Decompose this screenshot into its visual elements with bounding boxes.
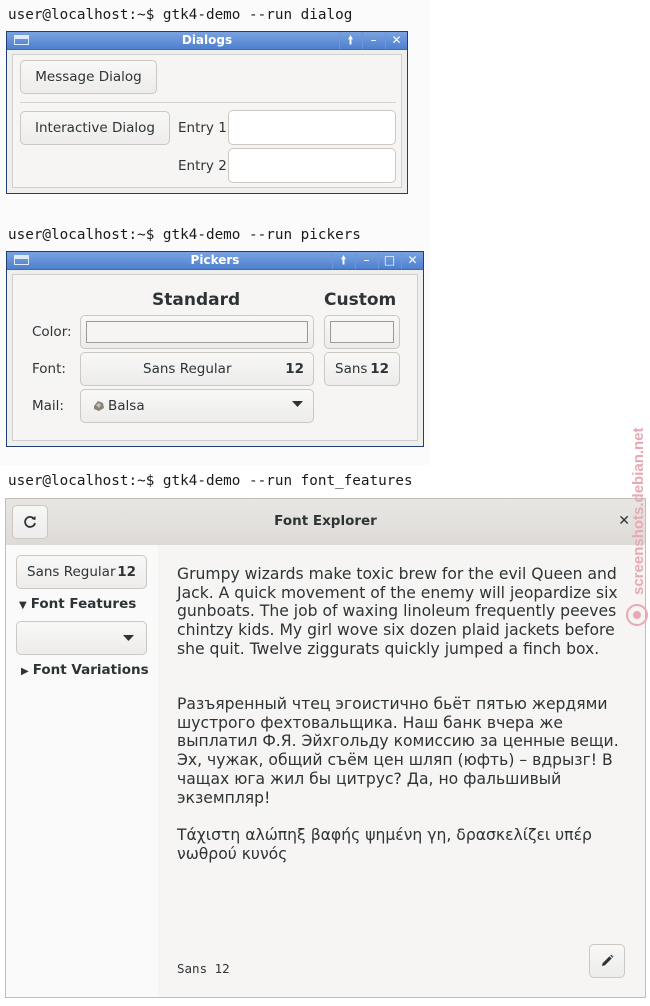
font-explorer-window: [5, 498, 646, 998]
font-label: Font:: [32, 361, 66, 377]
entry2-label: Entry 2: [178, 158, 227, 174]
color-label: Color:: [32, 324, 72, 340]
shade-button-icon[interactable]: 🠙: [332, 252, 354, 269]
mail-label: Mail:: [32, 398, 64, 414]
chevron-down-icon: [123, 635, 134, 642]
chevron-down-icon: [292, 401, 303, 408]
font-size: 12: [285, 361, 304, 377]
font-size: 12: [117, 564, 136, 580]
terminal-command-dialog: user@localhost:~$ gtk4-demo --run dialog: [8, 7, 353, 23]
balsa-app-icon: [92, 400, 105, 412]
entry1-field[interactable]: [228, 110, 396, 145]
font-variations-expander[interactable]: [21, 662, 149, 678]
dialogs-content: [12, 54, 402, 188]
close-button-icon[interactable]: ✕: [385, 32, 407, 49]
sample-text-russian: Разъяренный чтец эгоистично бьёт пятью жердями шустрого фехтовальщика. Наш банк вчера же выплатил Ф.Я. Эйхгольду комиссию за ценные вещи. Эх, чужак, общий съём цен шляп (юфть) – вдрызг! В чащах юга жил бы цитрус? Да, но фальшивый экземпляр!: [177, 695, 619, 807]
font-feature-combo[interactable]: [16, 621, 147, 655]
standard-font-button[interactable]: [80, 352, 314, 386]
color-swatch: [330, 321, 394, 343]
expander-open-icon: ▼: [19, 600, 27, 611]
font-variations-label: Font Variations: [32, 662, 149, 678]
mail-app-chooser[interactable]: [80, 389, 314, 423]
custom-color-button[interactable]: [324, 315, 400, 349]
dialogs-titlebar: [7, 32, 407, 50]
minimize-button-icon[interactable]: –: [362, 32, 384, 49]
color-swatch: [86, 321, 308, 343]
standard-column-header: Standard: [152, 290, 241, 310]
message-dialog-button[interactable]: Message Dialog: [20, 60, 157, 94]
sample-text-greek: Τάχιστη αλώπηξ βαφής ψημένη γη, δρασκελίζει υπέρ νωθρού κυνός: [177, 826, 592, 863]
terminal-command-font-features: user@localhost:~$ gtk4-demo --run font_features: [8, 473, 413, 489]
watermark: [621, 390, 650, 630]
pencil-icon: [600, 954, 614, 968]
font-name: Sans: [335, 361, 368, 377]
mail-app-name: Balsa: [108, 398, 145, 414]
font-name: Sans Regular: [143, 361, 232, 377]
standard-color-button[interactable]: [80, 315, 314, 349]
font-explorer-sidebar: [6, 545, 159, 997]
entry2-field[interactable]: [228, 148, 396, 183]
minimize-button-icon[interactable]: –: [355, 252, 377, 269]
close-icon[interactable]: ✕: [618, 513, 630, 529]
terminal-command-pickers: user@localhost:~$ gtk4-demo --run pickers: [8, 227, 361, 243]
custom-column-header: Custom: [324, 290, 397, 310]
shade-button-icon[interactable]: 🠙: [339, 32, 361, 49]
font-name: Sans Regular: [27, 564, 116, 580]
sample-text-english: Grumpy wizards make toxic brew for the evil Queen and Jack. A quick movement of the enemy will jeopardize six gunboats. The job of waxing linoleum frequently peeves chintzy kids. My girl wove six dozen plaid jackets before she quit. Twelve ziggurats quickly jumped a finch box.: [177, 565, 618, 658]
font-size: 12: [370, 361, 389, 377]
current-font-label: Sans 12: [177, 961, 230, 976]
font-preview-area: [158, 545, 645, 997]
close-button-icon[interactable]: ✕: [401, 252, 423, 269]
custom-font-button[interactable]: [324, 352, 400, 386]
font-chooser-button[interactable]: [16, 555, 147, 589]
font-explorer-headerbar: [6, 499, 645, 546]
watermark-text: screenshots.debian.net: [630, 427, 647, 595]
pickers-window: [6, 251, 424, 447]
edit-text-button[interactable]: [589, 944, 625, 978]
dialogs-window: [6, 31, 408, 194]
separator: [20, 102, 396, 103]
pickers-content: [12, 274, 418, 441]
expander-closed-icon: ▶: [21, 666, 29, 677]
debian-swirl-icon: [627, 605, 647, 625]
entry1-label: Entry 1: [178, 120, 227, 136]
pickers-window-title: Pickers: [190, 253, 240, 267]
maximize-button-icon[interactable]: □: [378, 252, 400, 269]
font-features-label: Font Features: [30, 596, 137, 612]
font-explorer-title: Font Explorer: [274, 513, 377, 529]
font-features-expander[interactable]: [19, 596, 136, 612]
pickers-titlebar: [7, 252, 423, 270]
dialogs-window-title: Dialogs: [181, 33, 233, 47]
interactive-dialog-button[interactable]: Interactive Dialog: [20, 111, 170, 145]
